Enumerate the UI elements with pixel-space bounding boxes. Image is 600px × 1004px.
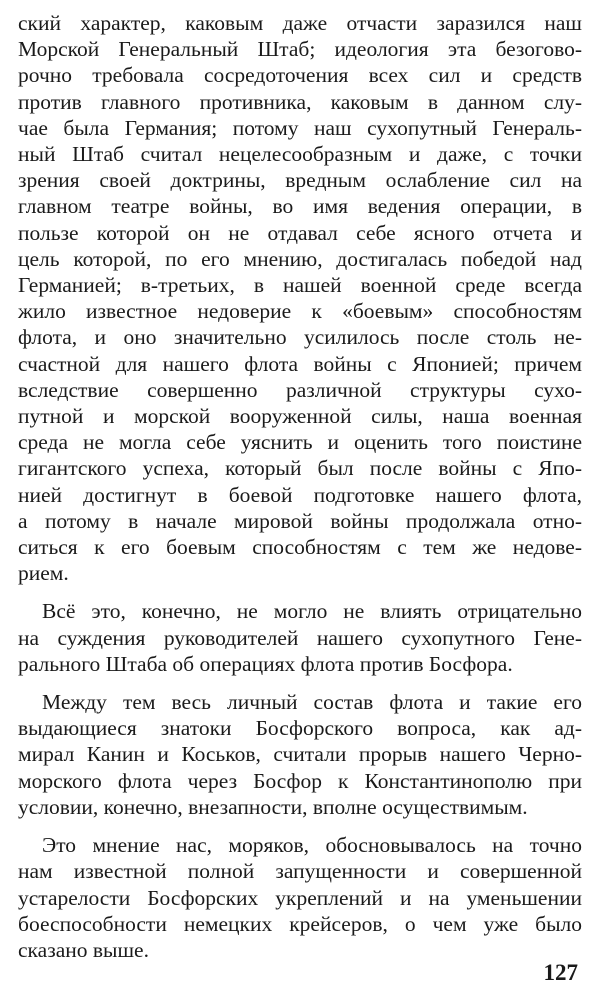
paragraph-3 bbox=[18, 689, 582, 820]
paragraph-1 bbox=[18, 10, 582, 586]
text-line: чае была Германия; потому наш сухопутный Генераль- bbox=[18, 115, 582, 140]
text-line: нам известной полной запущенности и совершенной bbox=[18, 859, 582, 884]
paragraph-4 bbox=[18, 832, 582, 963]
text-line: рием. bbox=[18, 561, 69, 586]
text-line: рочно требовала сосредоточения всех сил и средств bbox=[18, 63, 582, 88]
text-line: сказано выше. bbox=[18, 937, 149, 962]
text-line: зрения своей доктрины, вредным ослабление сил на bbox=[18, 168, 582, 193]
text-line: Германией; в-третьих, в нашей военной среде всегда bbox=[18, 273, 582, 298]
text-line: устарелости Босфорских укреплений и на уменьшении bbox=[18, 885, 582, 910]
text-line: Морской Генеральный Штаб; идеология эта безогово- bbox=[18, 37, 582, 62]
text-line: мирал Канин и Коськов, считали прорыв нашего Черно- bbox=[18, 742, 582, 767]
text-line: условии, конечно, внезапности, вполне осуществимым. bbox=[18, 794, 528, 819]
text-line: морского флота через Босфор к Константинополю при bbox=[18, 768, 582, 793]
text-line: а потому в начале мировой войны продолжала отно- bbox=[18, 508, 582, 533]
text-line: ский характер, каковым даже отчасти заразился наш bbox=[18, 11, 582, 35]
text-line: выдающиеся знатоки Босфорского вопроса, как ад- bbox=[18, 716, 582, 741]
text-line: пользе которой он не отдавал себе ясного отчета и bbox=[18, 220, 582, 245]
text-line: жило известное недоверие к «боевым» способностям bbox=[18, 299, 582, 324]
text-line: счастной для нашего флота войны с Японией; причем bbox=[18, 351, 582, 376]
paragraph-2 bbox=[18, 598, 582, 677]
text-line: среда не могла себе уяснить и оценить того поистине bbox=[18, 430, 582, 455]
text-line: гигантского успеха, который был после войны с Япо- bbox=[18, 456, 582, 481]
text-line: боеспособности немецких крейсеров, о чем уже было bbox=[18, 911, 582, 936]
text-line: Между тем весь личный состав флота и такие его bbox=[42, 690, 582, 715]
text-line: цель которой, по его мнению, достигалась победой над bbox=[18, 246, 582, 271]
text-line: флота, и оно значительно усилилось после столь не- bbox=[18, 325, 582, 350]
text-line: ный Штаб считал нецелесообразным и даже, с точки bbox=[18, 142, 582, 167]
text-line: главном театре войны, во имя ведения операции, в bbox=[18, 194, 582, 219]
text-line: Всё это, конечно, не могло не влиять отрицательно bbox=[42, 599, 582, 624]
page-number: 127 bbox=[543, 960, 578, 985]
text-line: рального Штаба об операциях флота против Босфора. bbox=[18, 651, 513, 676]
text-line: вследствие совершенно различной структуры сухо- bbox=[18, 377, 582, 402]
text-line: Это мнение нас, моряков, обосновывалось на точно bbox=[42, 833, 582, 858]
text-line: на суждения руководителей нашего сухопутного Гене- bbox=[18, 625, 582, 650]
text-line: против главного противника, каковым в данном слу- bbox=[18, 89, 582, 114]
text-line: нией достигнут в боевой подготовке нашего флота, bbox=[18, 482, 582, 507]
text-line: ситься к его боевым способностям с тем же недове- bbox=[18, 535, 582, 560]
text-line: путной и морской вооруженной силы, наша военная bbox=[18, 404, 582, 429]
